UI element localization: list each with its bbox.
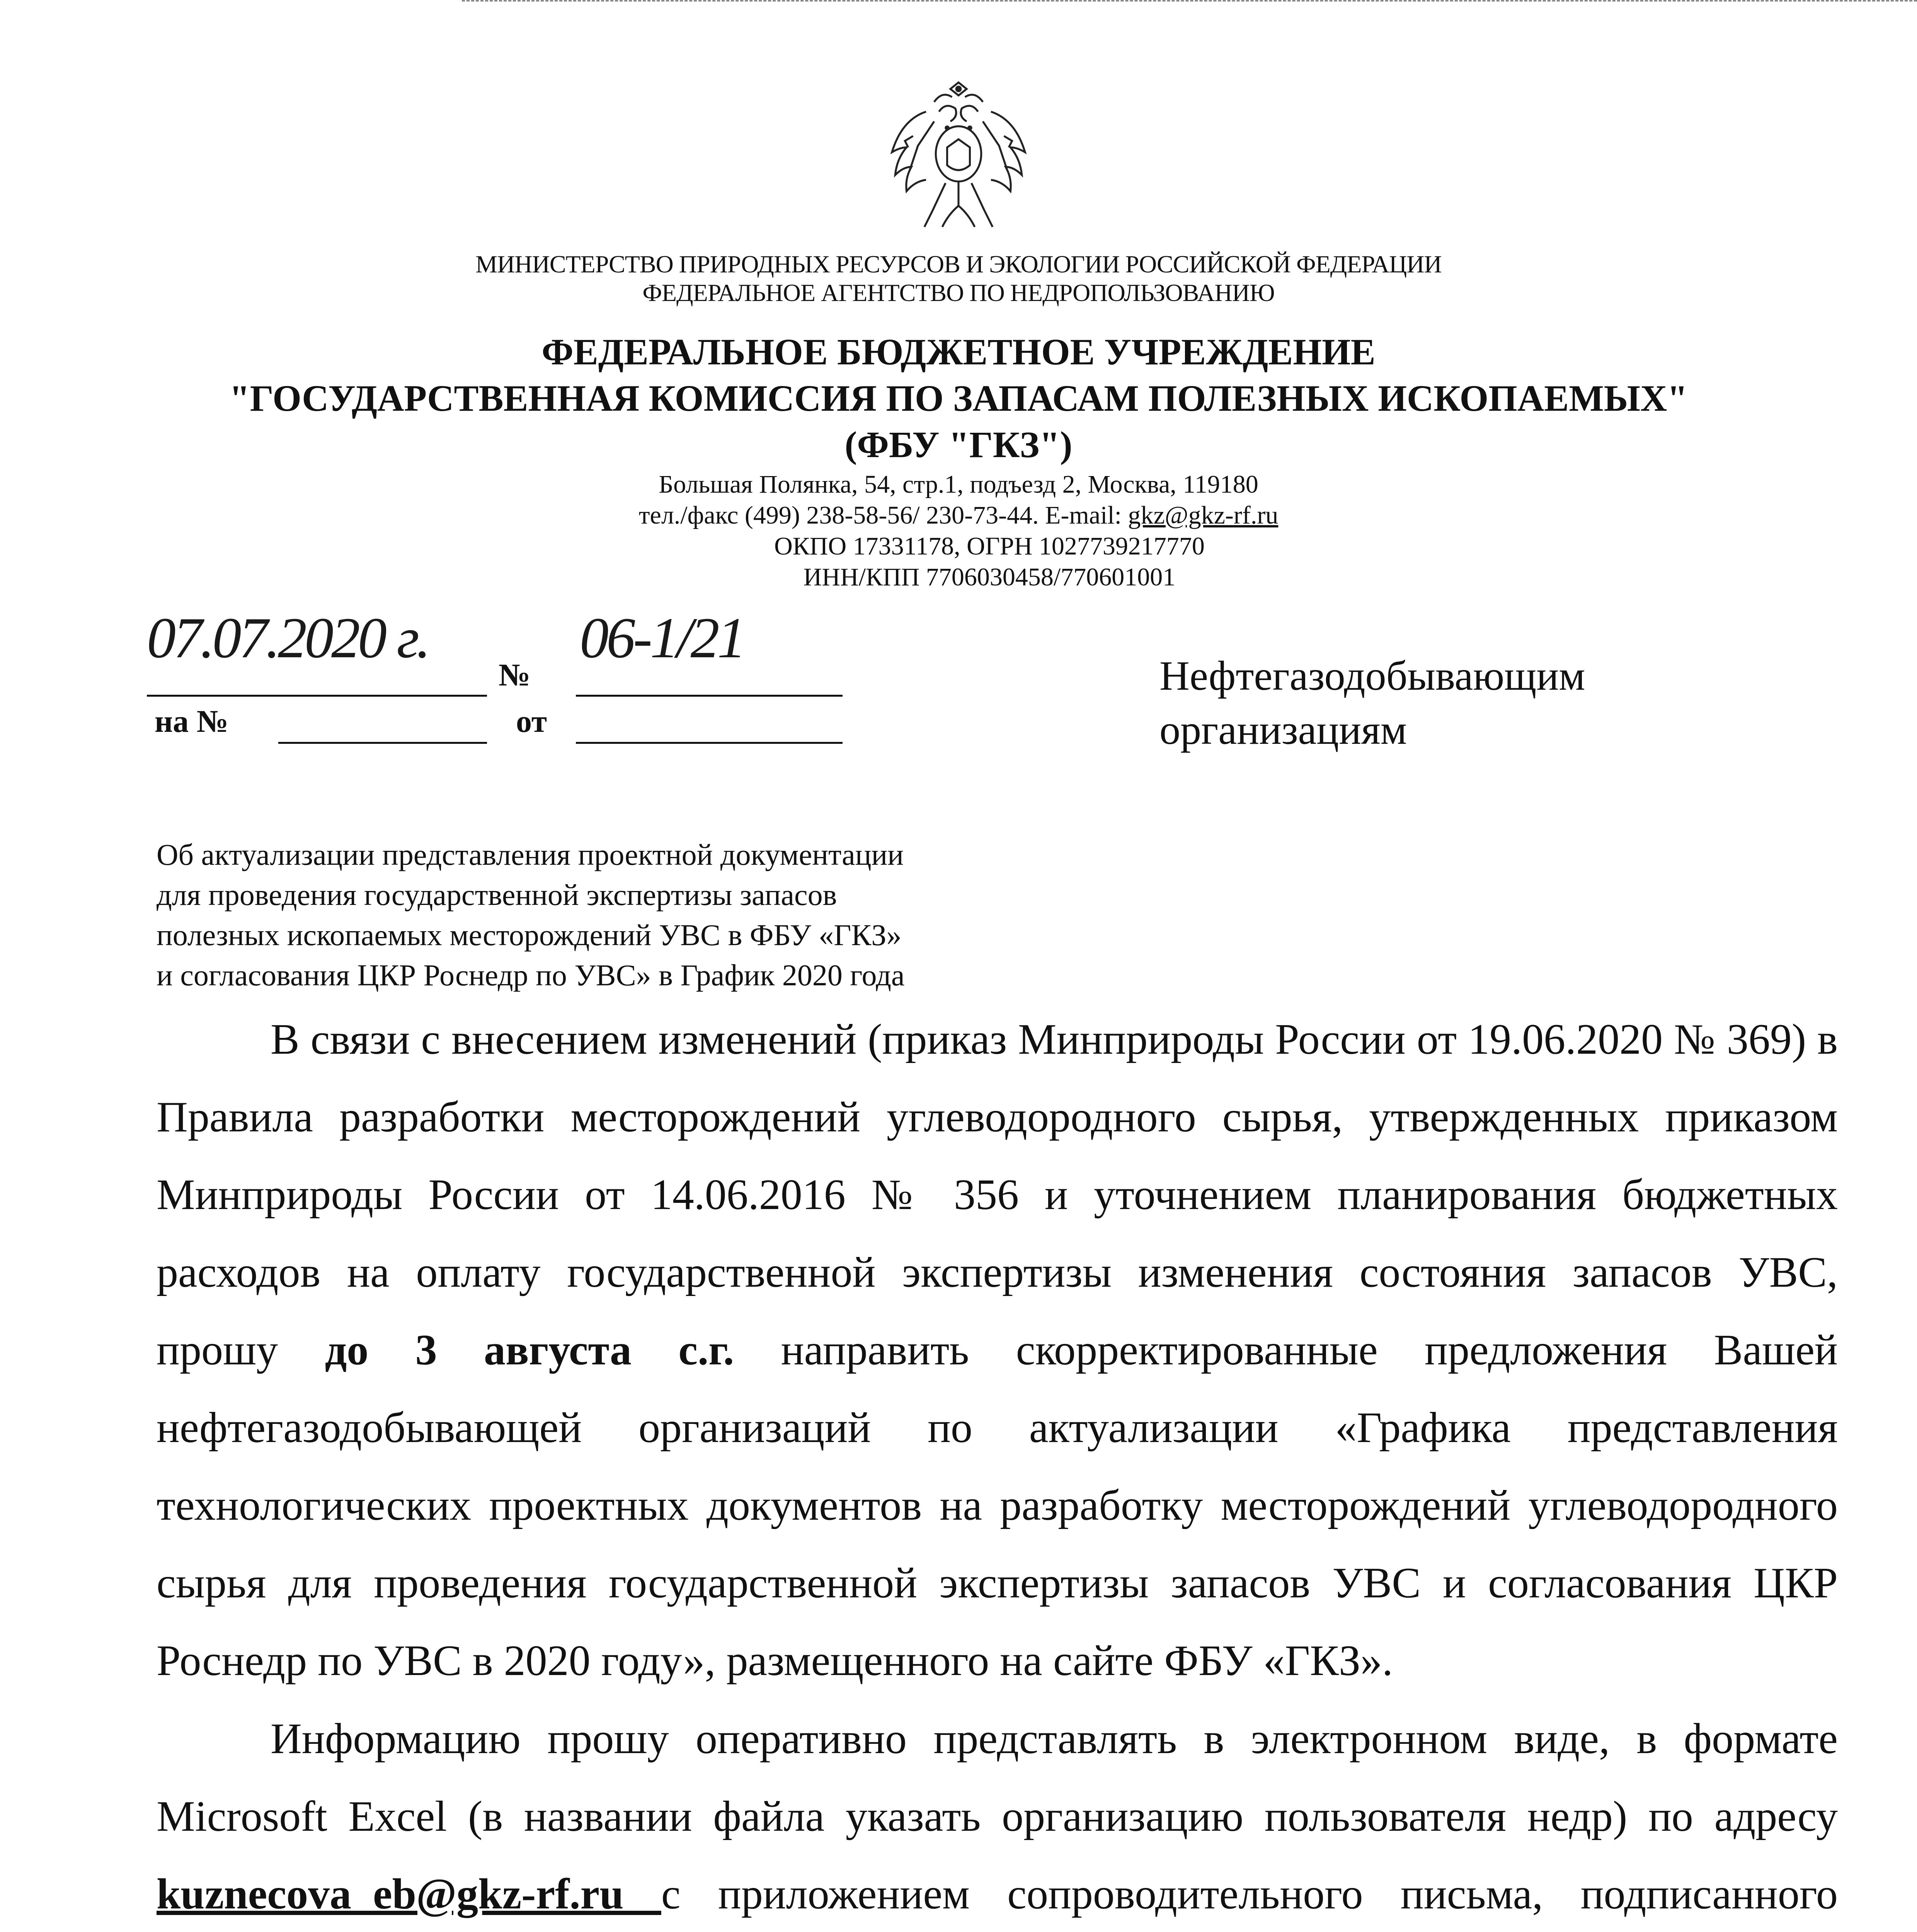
contact-email-link[interactable]: kuznecova_eb@gkz-rf.ru [157,1870,661,1918]
on-number-label: на № [155,704,229,739]
para1-text-b: направить скорректированные предложения Вашей нефтегазодобывающей организаций по актуализации «Графика представления технологических проектных документов на разработку месторождений углеводородного сырья для проведения государственной экспертизы запасов УВС и согласования ЦКР Роснедр по УВС в 2020 году», размещенного на сайте ФБУ «ГКЗ». [157,1326,1838,1685]
on-number-underline [278,742,487,744]
org-title-line-1: ФЕДЕРАЛЬНОЕ БЮДЖЕТНОЕ УЧРЕЖДЕНИЕ [541,331,1376,372]
body-paragraph-1 [157,1001,1838,1700]
subject [157,835,1084,995]
ministry-line-1: МИНИСТЕРСТВО ПРИРОДНЫХ РЕСУРСОВ И ЭКОЛОГИИ РОССИЙСКОЙ ФЕДЕРАЦИИ [475,250,1442,278]
number-label: № [499,657,531,692]
org-phone: тел./факс (499) 238-58-56/ 230-73-44. E-mail: [638,501,1128,529]
org-okpo-ogrn: ОКПО 17331178, ОГРН 1027739217770 [774,532,1205,560]
ministry-line-2: ФЕДЕРАЛЬНОЕ АГЕНТСТВО ПО НЕДРОПОЛЬЗОВАНИЮ [642,279,1275,306]
para2-text-b: с приложением сопроводительного письма, подписанного [661,1870,1838,1918]
para2-text-a: Информацию прошу оперативно представлять в электронном виде, в формате Microsoft Excel (в названии файла указать организацию пользователя недр) по адресу [157,1715,1838,1840]
deadline-text: до 3 августа с.г. [325,1326,734,1374]
org-title-line-3: (ФБУ "ГКЗ") [844,424,1073,465]
from-underline [576,742,843,744]
handwritten-date: 07.07.2020 г. [147,606,429,670]
subject-line-1: Об актуализации представления проектной документации [157,838,904,871]
date-underline [147,695,487,697]
handwritten-number: 06-1/21 [580,606,744,670]
org-contacts [0,500,1917,531]
org-email-link[interactable]: gkz@gkz-rf.ru [1128,501,1279,529]
org-title-line-2: "ГОСУДАРСТВЕННАЯ КОМИССИЯ ПО ЗАПАСАМ ПОЛЕЗНЫХ ИСКОПАЕМЫХ" [229,378,1688,419]
subject-line-4: и согласования ЦКР Роснедр по УВС» в График 2020 года [157,958,905,992]
number-underline [576,695,843,697]
recipient-line-1: Нефтегазодобывающим [1159,653,1585,699]
org-address: Большая Полянка, 54, стр.1, подъезд 2, Москва, 119180 [659,470,1258,498]
subject-line-2: для проведения государственной экспертизы запасов [157,878,837,912]
subject-line-3: полезных ископаемых месторождений УВС в ФБУ «ГКЗ» [157,918,902,952]
org-inn-kpp: ИНН/КПП 7706030458/770601001 [803,563,1176,591]
scan-edge-top [462,0,1917,2]
body-paragraph-2 [157,1700,1838,1932]
recipient-line-2: организациям [1159,707,1407,753]
recipient [1159,649,1585,757]
coat-of-arms-emblem [877,79,1040,242]
from-label: от [516,704,547,739]
para1-text-a: В связи с внесением изменений (приказ Минприроды России от 19.06.2020 № 369) в Правила разработки месторождений углеводородного сырья, утвержденных приказом Минприроды России от 14.06.2016 № 356 и уточнением планирования бюджетных расходов на оплату государственной экспертизы изменения состояния запасов УВС, прошу [157,1015,1838,1374]
